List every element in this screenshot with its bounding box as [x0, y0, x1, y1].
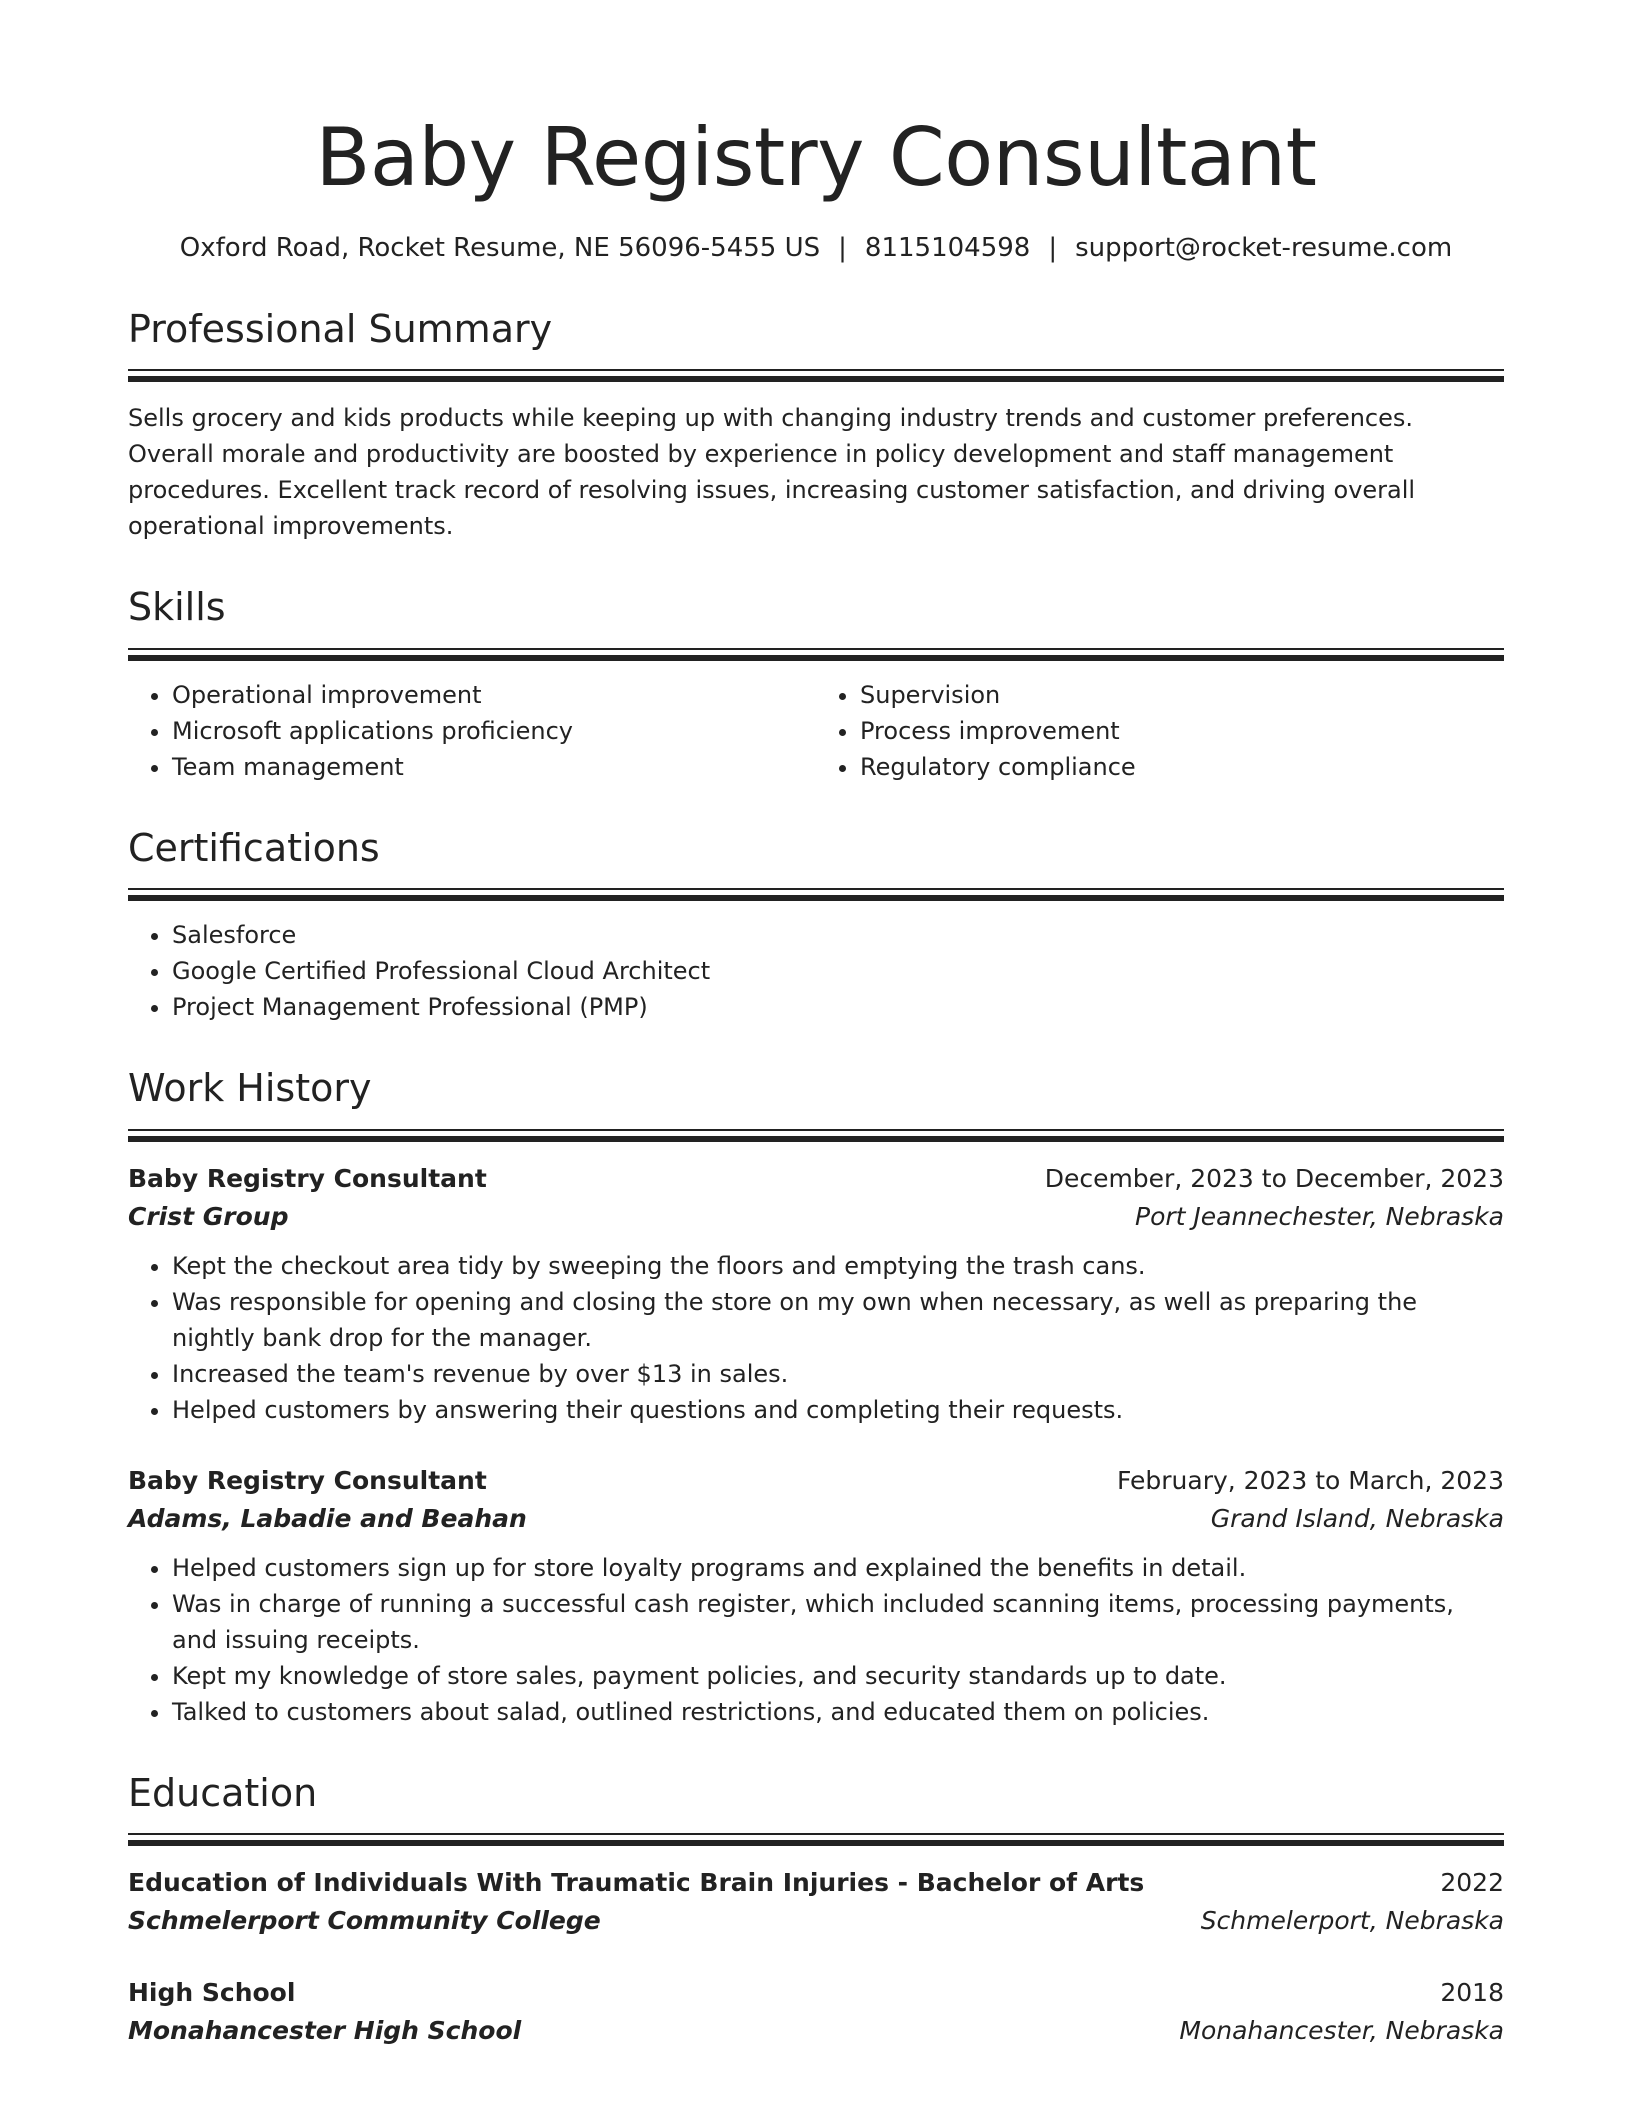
education-school-row	[128, 2012, 1504, 2050]
section-work-history	[128, 1065, 1504, 1730]
section-skills	[128, 584, 1504, 785]
job-bullet: • Kept the checkout area tidy by sweeping the floors and emptying the trash cans.	[172, 1248, 1504, 1284]
section-divider	[128, 1833, 1504, 1846]
skill-item: • Team management	[172, 749, 816, 785]
certification-item: • Salesforce	[172, 917, 1504, 953]
section-divider	[128, 369, 1504, 382]
contact-separator: |	[1048, 233, 1058, 263]
section-title-education: Education	[128, 1770, 318, 1815]
job-bullet: • Was responsible for opening and closing the store on my own when necessary, as well as preparing the nightly bank drop for the manager.	[172, 1284, 1504, 1356]
job-bullet: • Increased the team's revenue by over $13 in sales.	[172, 1356, 1504, 1392]
job-dates: December, 2023 to December, 2023	[1044, 1163, 1504, 1193]
skill-item: • Process improvement	[860, 713, 1504, 749]
section-divider	[128, 888, 1504, 901]
job-entry	[128, 1462, 1504, 1730]
skills-list-left	[128, 677, 816, 785]
contact-address: Oxford Road, Rocket Resume, NE 56096-5455 US	[179, 233, 821, 263]
certifications-list	[128, 917, 1504, 1025]
job-header-row	[128, 1462, 1504, 1500]
job-bullet: • Helped customers by answering their questions and completing their requests.	[172, 1392, 1504, 1428]
skills-grid	[128, 677, 1504, 785]
job-role: Baby Registry Consultant	[128, 1163, 487, 1193]
education-year: 2018	[1440, 1978, 1504, 2008]
section-certifications	[128, 825, 1504, 1026]
contact-phone: 8115104598	[864, 233, 1031, 263]
job-bullet: • Talked to customers about salad, outlined restrictions, and educated them on policies.	[172, 1694, 1504, 1730]
section-divider	[128, 1129, 1504, 1142]
job-bullet: • Helped customers sign up for store loyalty programs and explained the benefits in detail.	[172, 1550, 1504, 1586]
education-header-row	[128, 1864, 1504, 1902]
certification-item: • Project Management Professional (PMP)	[172, 989, 1504, 1025]
section-divider	[128, 648, 1504, 661]
education-degree: Education of Individuals With Traumatic Brain Injuries - Bachelor of Arts	[128, 1868, 1145, 1898]
certification-item: • Google Certified Professional Cloud Architect	[172, 953, 1504, 989]
job-location: Grand Island, Nebraska	[1210, 1503, 1504, 1533]
education-school: Schmelerport Community College	[128, 1906, 601, 1936]
job-company-row	[128, 1500, 1504, 1538]
contact-line	[128, 232, 1504, 266]
education-entry	[128, 1864, 1504, 1940]
education-header-row	[128, 1974, 1504, 2012]
section-title-work-history: Work History	[128, 1066, 372, 1111]
education-entry	[128, 1974, 1504, 2050]
job-header-row	[128, 1160, 1504, 1198]
job-bullet: • Kept my knowledge of store sales, payment policies, and security standards up to date.	[172, 1658, 1504, 1694]
job-bullets	[128, 1550, 1504, 1730]
job-location: Port Jeannechester, Nebraska	[1135, 1201, 1504, 1231]
skill-item: • Microsoft applications proficiency	[172, 713, 816, 749]
education-school: Monahancester High School	[128, 2016, 522, 2046]
section-title-skills: Skills	[128, 585, 226, 630]
section-title-summary: Professional Summary	[128, 306, 553, 351]
section-education	[128, 1770, 1504, 2051]
education-location: Monahancester, Nebraska	[1179, 2016, 1504, 2046]
section-summary	[128, 306, 1504, 545]
job-company: Adams, Labadie and Beahan	[128, 1503, 527, 1533]
contact-separator: |	[838, 233, 847, 263]
resume-name: Baby Registry Consultant	[315, 111, 1317, 204]
summary-text: Sells grocery and kids products while keeping up with changing industry trends and customer preferences. Overall morale and productivity are boosted by experience in policy development and staff management procedures. Excellent track record of resolving issues, increasing customer satisfaction, and driving overall operational improvements.	[128, 404, 1416, 541]
job-bullets	[128, 1248, 1504, 1428]
skills-list-right	[816, 677, 1504, 785]
education-year: 2022	[1440, 1868, 1504, 1898]
job-entry	[128, 1160, 1504, 1428]
education-school-row	[128, 1902, 1504, 1940]
job-company-row	[128, 1198, 1504, 1236]
job-role: Baby Registry Consultant	[128, 1465, 487, 1495]
education-location: Schmelerport, Nebraska	[1200, 1906, 1504, 1936]
job-company: Crist Group	[128, 1201, 289, 1231]
contact-email: support@rocket-resume.com	[1075, 233, 1453, 263]
skill-item: • Supervision	[860, 677, 1504, 713]
job-dates: February, 2023 to March, 2023	[1116, 1465, 1504, 1495]
job-bullet: • Was in charge of running a successful cash register, which included scanning items, processing payments, and issuing receipts.	[172, 1586, 1504, 1658]
education-degree: High School	[128, 1978, 296, 2008]
section-title-certifications: Certifications	[128, 825, 380, 870]
skill-item: • Regulatory compliance	[860, 749, 1504, 785]
skill-item: • Operational improvement	[172, 677, 816, 713]
